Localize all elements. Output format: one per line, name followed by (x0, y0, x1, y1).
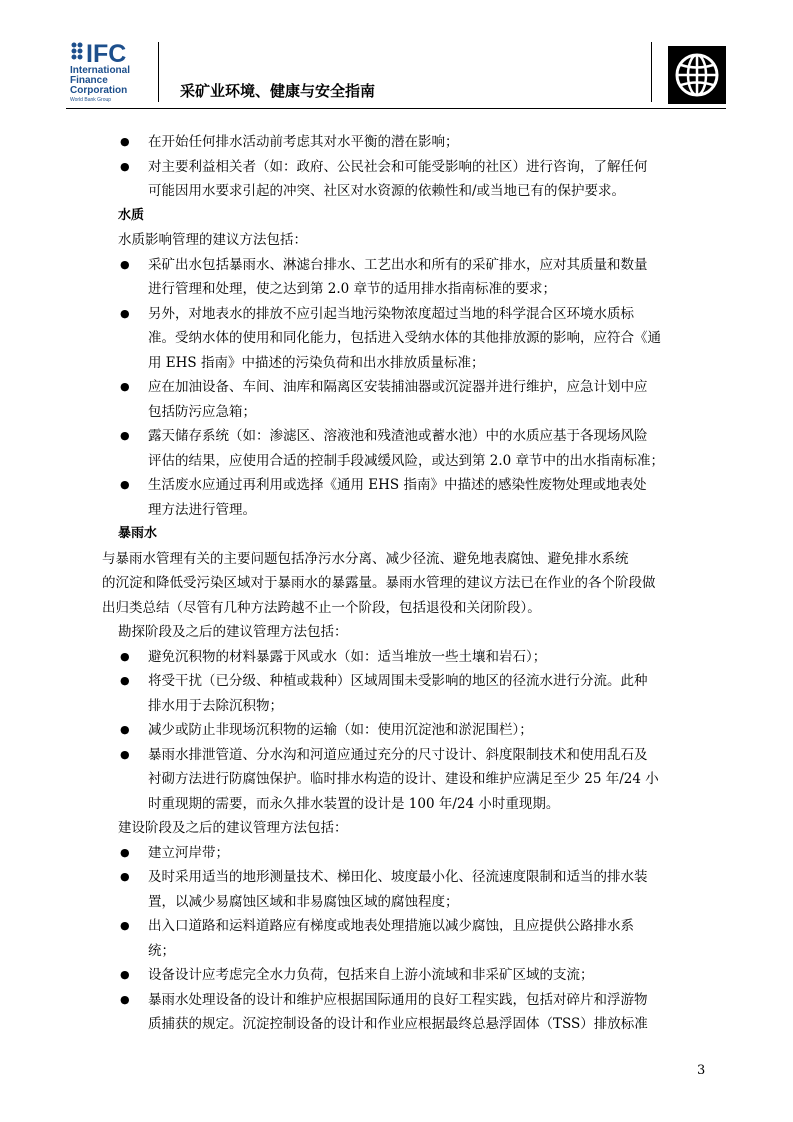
construction-intro: 建设阶段及之后的建议管理方法包括： (118, 820, 348, 836)
bullet-text: 排水用于去除沉积物； (148, 697, 283, 714)
svg-text:IFC: IFC (86, 40, 127, 64)
bullet-text: 暴雨水处理设备的设计和维护应根据国际通用的良好工程实践，包括对碎片和浮游物 (148, 991, 648, 1008)
bullet-text: 设备设计应考虑完全水力负荷，包括来自上游小流域和非采矿区域的支流； (148, 967, 594, 983)
bullet-text: 出入口道路和运料道路应有梯度或地表处理措施以减少腐蚀，且应提供公路排水系 (148, 918, 634, 934)
bullet-item-line (118, 718, 712, 743)
bullet-icon: ● (120, 478, 130, 491)
bullet-item-continuation (118, 400, 712, 425)
bullet-text: 减少或防止非现场沉积物的运输（如：使用沉淀池和淤泥围栏）； (148, 722, 533, 738)
bullet-item (118, 302, 712, 376)
bullet-item (118, 375, 712, 424)
bullet-item-line (118, 645, 712, 670)
bullet-icon: ● (120, 257, 130, 271)
bullet-item (118, 988, 712, 1037)
section-heading-stormwater: 暴雨水 (118, 526, 158, 541)
bullet-text: 准。受纳水体的使用和同化能力，包括进入受纳水体的其他排放源的影响，应符合《通 (148, 330, 661, 346)
bullet-item-line (118, 253, 712, 278)
bullet-item (118, 253, 712, 302)
bullet-item (118, 963, 712, 988)
bullet-text: 衬砌方法进行防腐蚀保护。临时排水构造的设计、建设和维护应满足至少 25 年/24 小 (148, 771, 659, 787)
bullet-icon: ● (120, 992, 130, 1006)
bullet-icon: ● (120, 747, 130, 761)
bullet-item-continuation (118, 1012, 712, 1037)
bullet-icon: ● (120, 674, 130, 687)
bullet-item-line (118, 473, 712, 498)
ifc-mark-icon (68, 40, 148, 64)
bullet-item (118, 155, 712, 204)
bullet-icon: ● (120, 159, 130, 173)
exploration-intro: 勘探阶段及之后的建议管理方法包括： (118, 624, 348, 640)
bullet-item-continuation (118, 498, 712, 523)
bullet-item-line (118, 155, 712, 180)
bullet-icon: ● (120, 870, 130, 883)
ifc-logo-line-2: Finance (70, 75, 108, 86)
bullet-text: 另外，对地表水的排放不应引起当地污染物浓度超过当地的科学混合区环境水质标 (148, 305, 634, 322)
bullet-icon: ● (120, 723, 130, 736)
bullet-item-line (118, 130, 712, 155)
bullet-icon: ● (120, 968, 130, 981)
bullet-icon: ● (120, 306, 130, 320)
bullet-icon: ● (120, 845, 130, 859)
bullet-item-line (118, 669, 712, 694)
bullet-item-continuation (118, 277, 712, 302)
globe-icon (668, 46, 726, 104)
bullet-item (118, 645, 712, 670)
bullet-text: 时重现期的需要，而永久排水装置的设计是 100 年/24 小时重现期。 (148, 795, 560, 812)
bullet-item-line (118, 424, 712, 449)
section-heading-water-quality: 水质 (118, 207, 145, 223)
bullet-text: 建立河岸带； (148, 844, 229, 861)
ifc-logo (68, 40, 148, 106)
bullet-item (118, 669, 712, 718)
bullet-item-line (118, 841, 712, 866)
bullet-item-continuation (118, 890, 712, 915)
bullet-text: 暴雨水排泄管道、分水沟和河道应通过充分的尺寸设计、斜度限制技术和使用乱石及 (148, 746, 648, 763)
stormwater-intro-line-3: 出归类总结（尽管有几种方法跨越不止一个阶段，包括退役和关闭阶段）。 (102, 599, 541, 616)
stormwater-intro-line-2: 的沉淀和降低受污染区域对于暴雨水的暴露量。暴雨水管理的建议方法已在作业的各个阶段做 (102, 575, 656, 591)
stormwater-intro-line-1: 与暴雨水管理有关的主要问题包括净污水分离、减少径流、避免地表腐蚀、避免排水系统 (102, 550, 629, 567)
bullet-item-continuation (118, 694, 712, 719)
bullet-text: 置，以减少易腐蚀区域和非易腐蚀区域的腐蚀程度； (148, 893, 459, 910)
bullet-item-continuation (118, 767, 712, 792)
bullet-icon: ● (120, 135, 130, 148)
bullet-item-continuation (118, 351, 712, 376)
page-content (102, 130, 712, 1037)
bullet-text: 露天储存系统（如：渗滤区、溶液池和残渣池或蓄水池）中的水质应基于各现场风险 (148, 428, 648, 444)
bullet-icon: ● (120, 429, 130, 442)
exploration-bullet-list (118, 645, 712, 817)
bullet-text: 在开始任何排水活动前考虑其对水平衡的潜在影响； (148, 134, 459, 150)
page-number: 3 (697, 1063, 706, 1078)
bullet-item (118, 841, 712, 866)
document-title: 采矿业环境、健康与安全指南 (180, 82, 376, 100)
bullet-item (118, 718, 712, 743)
bullet-text: 避免沉积物的材料暴露于风或水（如：适当堆放一些土壤和岩石）； (148, 648, 547, 665)
water-quality-intro: 水质影响管理的建议方法包括： (118, 232, 307, 248)
ifc-logo-subtitle: World Bank Group (70, 97, 112, 103)
ifc-logo-line-1: International (70, 65, 131, 76)
ifc-logo-line-3: Corporation (70, 85, 128, 96)
bullet-item (118, 424, 712, 473)
bullet-item-continuation (118, 326, 712, 351)
bullet-item-line (118, 865, 712, 890)
bullet-text: 用 EHS 指南》中描述的污染负荷和出水排放质量标准； (148, 354, 485, 371)
bullet-item (118, 130, 712, 155)
bullet-item (118, 865, 712, 914)
bullet-text: 质捕获的规定。沉淀控制设备的设计和作业应根据最终总悬浮固体（TSS）排放标准 (148, 1016, 648, 1032)
bullet-item (118, 473, 712, 522)
header-divider-left (158, 42, 159, 102)
bullet-text: 生活废水应通过再利用或选择《通用 EHS 指南》中描述的感染性废物处理或地表处 (148, 477, 647, 493)
bullet-item-line (118, 302, 712, 327)
header-rule (66, 108, 726, 109)
bullet-item-line (118, 914, 712, 939)
bullet-item-line (118, 743, 712, 768)
bullet-text: 统； (148, 942, 175, 959)
bullet-text: 理方法进行管理。 (148, 501, 256, 518)
bullet-icon: ● (120, 649, 130, 663)
page-header (0, 0, 793, 110)
bullet-item-continuation (118, 792, 712, 817)
bullet-item (118, 914, 712, 963)
bullet-item-continuation (118, 939, 712, 964)
bullet-item-continuation (118, 449, 712, 474)
construction-bullet-list (118, 841, 712, 1037)
bullet-item-line (118, 963, 712, 988)
header-divider-right (651, 42, 652, 102)
bullet-text: 进行管理和处理，使之达到第 2.0 章节的适用排水指南标准的要求； (148, 281, 557, 297)
bullet-text: 可能因用水要求引起的冲突、社区对水资源的依赖性和/或当地已有的保护要求。 (148, 183, 626, 199)
bullet-icon: ● (120, 380, 130, 393)
bullet-icon: ● (120, 919, 130, 932)
bullet-text: 采矿出水包括暴雨水、淋滤台排水、工艺出水和所有的采矿排水，应对其质量和数量 (148, 256, 648, 273)
bullet-text: 对主要利益相关者（如：政府、公民社会和可能受影响的社区）进行咨询，了解任何 (148, 158, 648, 175)
bullet-text: 包括防污应急箱； (148, 403, 256, 420)
bullet-item-line (118, 988, 712, 1013)
bullet-item-line (118, 375, 712, 400)
top-bullet-list (118, 130, 712, 204)
bullet-text: 评估的结果，应使用合适的控制手段减缓风险，或达到第 2.0 章节中的出水指南标准； (148, 452, 665, 469)
bullet-item (118, 743, 712, 817)
water-quality-bullet-list (118, 253, 712, 523)
bullet-text: 及时采用适当的地形测量技术、梯田化、坡度最小化、径流速度限制和适当的排水装 (148, 869, 648, 885)
bullet-item-continuation (118, 179, 712, 204)
bullet-text: 将受干扰（已分级、种植或栽种）区域周围未受影响的地区的径流水进行分流。此种 (148, 673, 648, 689)
bullet-text: 应在加油设备、车间、油库和隔离区安装捕油器或沉淀器并进行维护，应急计划中应 (148, 379, 648, 395)
